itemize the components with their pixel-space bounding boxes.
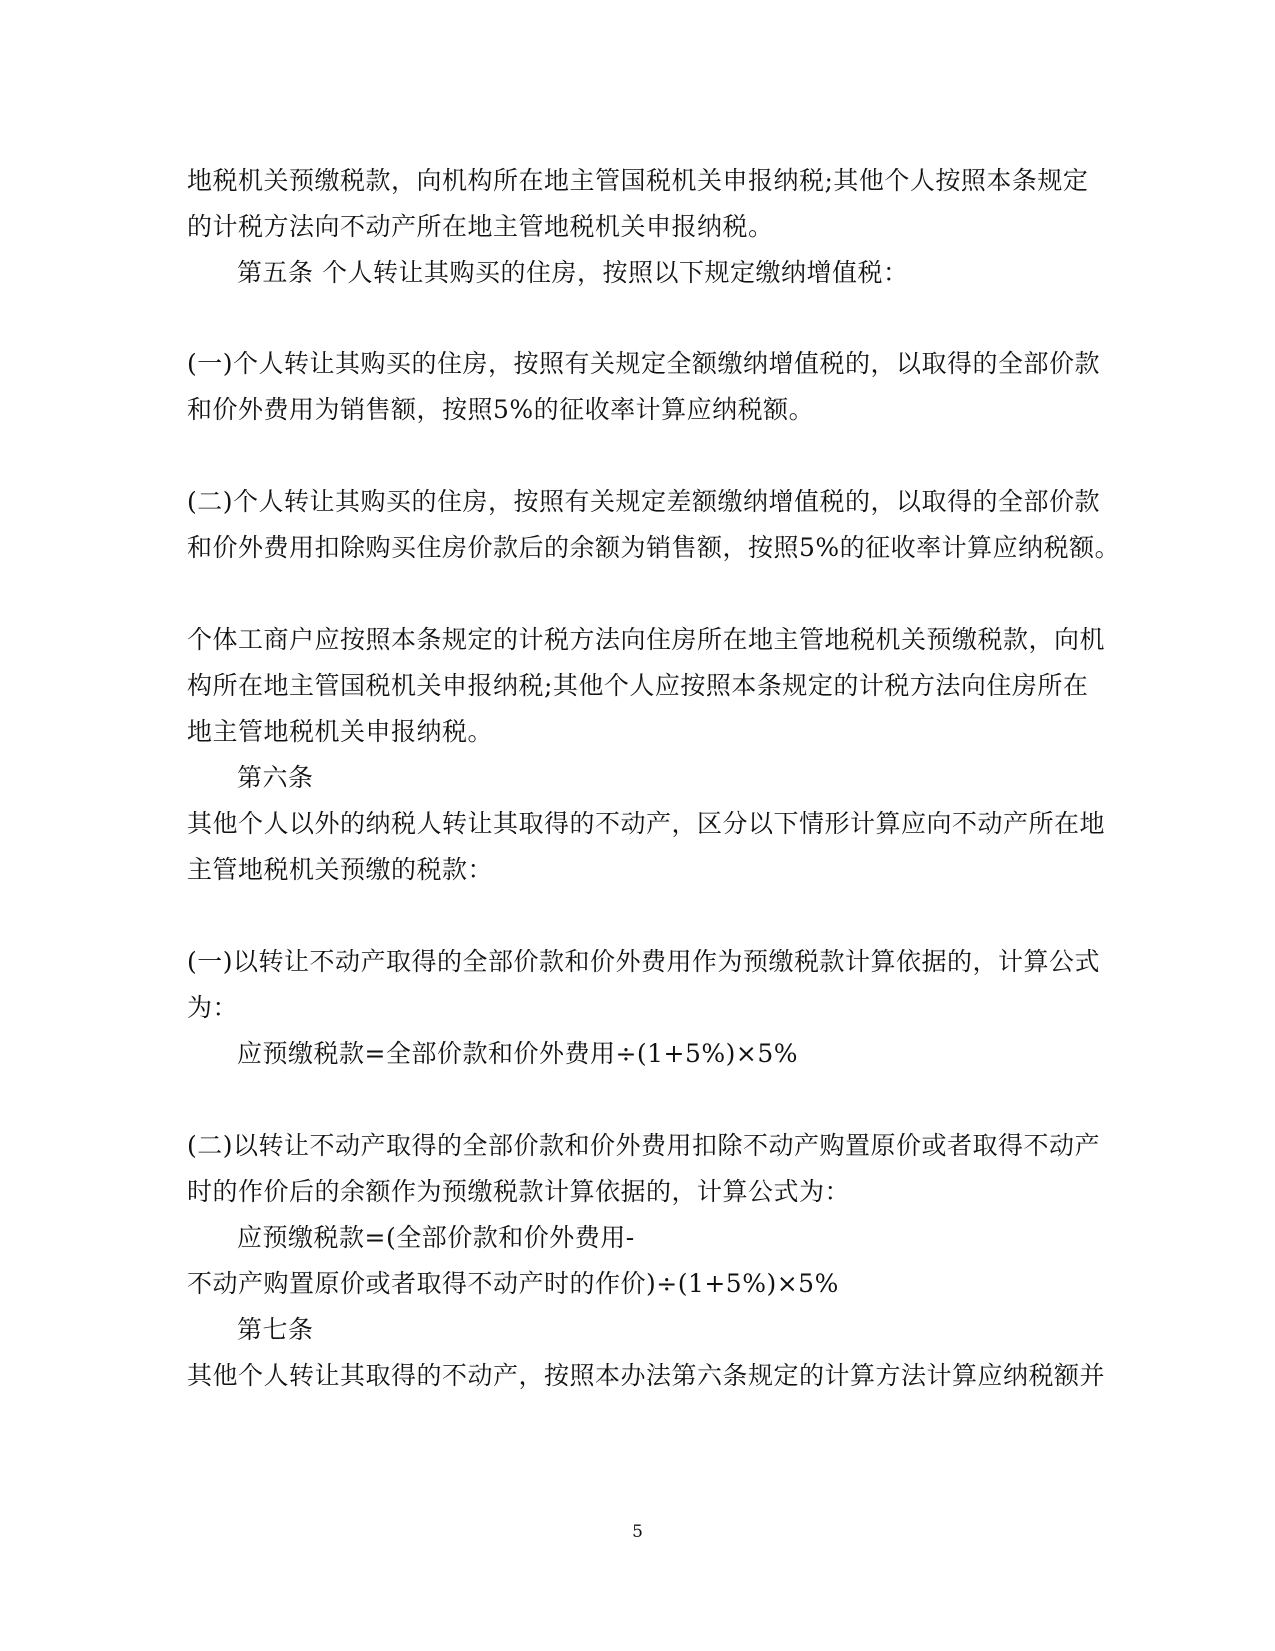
page-number: 5 [632, 1522, 643, 1542]
article-heading: 第五条 个人转让其购买的住房，按照以下规定缴纳增值税： [237, 258, 909, 287]
text-line: (二)以转让不动产取得的全部价款和价外费用扣除不动产购置原价或者取得不动产 [187, 1131, 1101, 1160]
text-line: 其他个人以外的纳税人转让其取得的不动产，区分以下情形计算应向不动产所在地 [187, 809, 1106, 838]
text-line: 时的作价后的余额作为预缴税款计算依据的，计算公式为： [187, 1177, 851, 1206]
formula-line: 不动产购置原价或者取得不动产时的作价)÷(1+5%)×5% [187, 1269, 839, 1298]
text-line: 为： [187, 993, 239, 1022]
text-line: (一)个人转让其购买的住房，按照有关规定全额缴纳增值税的，以取得的全部价款 [187, 349, 1101, 378]
text-line: 的计税方法向不动产所在地主管地税机关申报纳税。 [187, 212, 774, 241]
text-line: 地税机关预缴税款，向机构所在地主管国税机关申报纳税;其他个人按照本条规定 [187, 166, 1089, 195]
text-line: (二)个人转让其购买的住房，按照有关规定差额缴纳增值税的，以取得的全部价款 [187, 487, 1101, 516]
formula-line: 应预缴税款=(全部价款和价外费用- [237, 1223, 635, 1252]
text-line: 主管地税机关预缴的税款： [187, 855, 494, 884]
text-line: 和价外费用扣除购买住房价款后的余额为销售额，按照5%的征收率计算应纳税额。 [187, 533, 1121, 562]
text-line: 其他个人转让其取得的不动产，按照本办法第六条规定的计算方法计算应纳税额并 [187, 1361, 1106, 1390]
article-heading: 第七条 [237, 1315, 314, 1344]
text-line: 构所在地主管国税机关申报纳税;其他个人应按照本条规定的计税方法向住房所在 [187, 671, 1089, 700]
text-line: 个体工商户应按照本条规定的计税方法向住房所在地主管地税机关预缴税款，向机 [187, 625, 1106, 654]
formula-line: 应预缴税款=全部价款和价外费用÷(1+5%)×5% [237, 1039, 799, 1068]
text-line: 和价外费用为销售额，按照5%的征收率计算应纳税额。 [187, 395, 815, 424]
article-heading: 第六条 [237, 763, 314, 792]
text-line: 地主管地税机关申报纳税。 [187, 717, 494, 746]
text-line: (一)以转让不动产取得的全部价款和价外费用作为预缴税款计算依据的，计算公式 [187, 947, 1101, 976]
